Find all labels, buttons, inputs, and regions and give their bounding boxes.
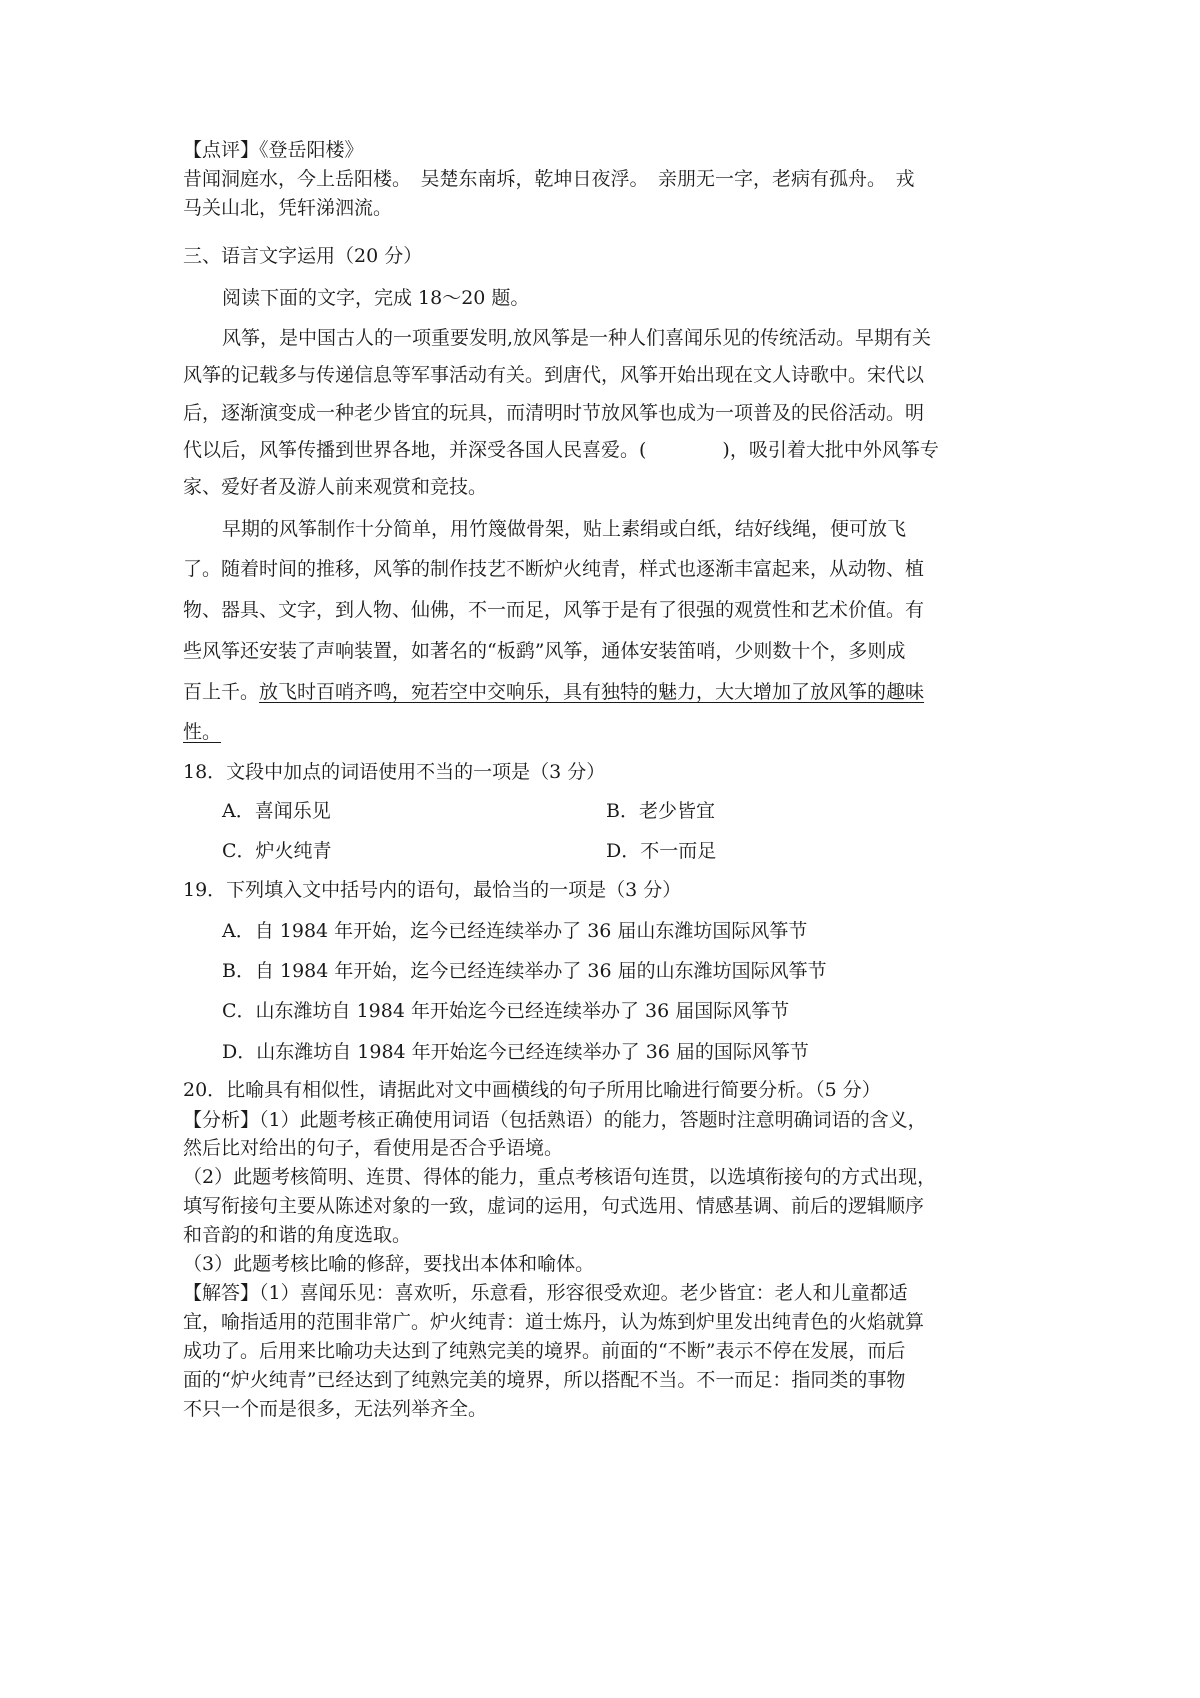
paragraph-2-line-1: 早期的风筝制作十分简单，用竹篾做骨架，贴上素绢或白纸，结好线绳，便可放飞 xyxy=(222,518,907,540)
question-18-option-a: A．喜闻乐见 xyxy=(222,800,331,822)
question-19-option-a: A．自 1984 年开始，迄今已经连续举办了 36 届山东潍坊国际风筝节 xyxy=(222,920,808,942)
paragraph-2-line-4: 些风筝还安装了声响装置，如著名的“板鹞”风筝，通体安装笛哨，少则数十个，多则成 xyxy=(183,640,906,662)
answer-line-5: 不只一个而是很多，无法列举齐全。 xyxy=(183,1398,488,1420)
section-heading: 三、语言文字运用（20 分） xyxy=(183,245,423,267)
paragraph-1-line-5: 家、爱好者及游人前来观赏和竞技。 xyxy=(183,476,488,498)
poem-line-2: 马关山北，凭轩涕泗流。 xyxy=(183,197,393,219)
paragraph-2-line-6 xyxy=(183,719,1033,745)
answer-line-4: 面的“炉火纯青”已经达到了纯熟完美的境界，所以搭配不当。不一而足：指同类的事物 xyxy=(183,1369,906,1391)
review-label: 【点评】 xyxy=(183,139,260,161)
answer-line-1: 【解答】（1）喜闻乐见：喜欢听，乐意看，形容很受欢迎。老少皆宜：老人和儿童都适 xyxy=(183,1282,908,1304)
analysis-line-3: （2）此题考核简明、连贯、得体的能力，重点考核语句连贯，以选填衔接句的方式出现， xyxy=(183,1166,937,1188)
paragraph-2-line-2: 了。随着时间的推移，风筝的制作技艺不断炉火纯青，样式也逐渐丰富起来，从动物、植 xyxy=(183,558,925,580)
paragraph-1-line-1: 风筝，是中国古人的一项重要发明,放风筝是一种人们喜闻乐见的传统活动。早期有关 xyxy=(222,327,932,349)
instruction-text: 阅读下面的文字，完成 18～20 题。 xyxy=(222,287,530,309)
paragraph-2-line-5 xyxy=(183,679,1033,705)
question-18-option-c: C．炉火纯青 xyxy=(222,840,332,862)
paragraph-2-line-3: 物、器具、文字，到人物、仙佛，不一而足，风筝于是有了很强的观赏性和艺术价值。有 xyxy=(183,599,925,621)
question-20-stem: 20．比喻具有相似性，请据此对文中画横线的句子所用比喻进行简要分析。（5 分） xyxy=(183,1079,881,1101)
analysis-line-1: 【分析】（1）此题考核正确使用词语（包括熟语）的能力，答题时注意明确词语的含义， xyxy=(183,1109,927,1131)
underlined-sentence: 放飞时百哨齐鸣，宛若空中交响乐，具有独特的魅力，大大增加了放风筝的趣味 xyxy=(259,681,925,703)
analysis-line-2: 然后比对给出的句子，看使用是否合乎语境。 xyxy=(183,1137,564,1159)
analysis-line-6: （3）此题考核比喻的修辞，要找出本体和喻体。 xyxy=(183,1253,595,1275)
question-18-option-b: B．老少皆宜 xyxy=(606,800,715,822)
poem-line-1: 昔闻洞庭水，今上岳阳楼。 吴楚东南坼，乾坤日夜浮。 亲朋无一字，老病有孤舟。 戎 xyxy=(183,168,915,190)
question-19-stem: 19．下列填入文中括号内的语句，最恰当的一项是（3 分） xyxy=(183,879,682,901)
paragraph-1-line-3: 后，逐渐演变成一种老少皆宜的玩具，而清明时节放风筝也成为一项普及的民俗活动。明 xyxy=(183,402,925,424)
question-18-stem: 18．文段中加点的词语使用不当的一项是（3 分） xyxy=(183,761,606,783)
analysis-line-5: 和音韵的和谐的角度选取。 xyxy=(183,1224,412,1246)
question-19-option-c: C．山东潍坊自 1984 年开始迄今已经连续举办了 36 届国际风筝节 xyxy=(222,1000,790,1022)
review-heading xyxy=(183,137,1033,163)
review-title: 《登岳阳楼》 xyxy=(259,139,364,161)
paragraph-2-line-5-plain: 百上千。 xyxy=(183,681,260,703)
analysis-line-4: 填写衔接句主要从陈述对象的一致，虚词的运用，句式选用、情感基调、前后的逻辑顺序 xyxy=(183,1195,925,1217)
answer-line-2: 宜，喻指适用的范围非常广。炉火纯青：道士炼丹，认为炼到炉里发出纯青色的火焰就算 xyxy=(183,1311,925,1333)
question-19-option-b: B．自 1984 年开始，迄今已经连续举办了 36 届的山东潍坊国际风筝节 xyxy=(222,960,827,982)
question-18-option-d: D．不一而足 xyxy=(606,840,717,862)
question-19-option-d: D．山东潍坊自 1984 年开始迄今已经连续举办了 36 届的国际风筝节 xyxy=(222,1041,809,1063)
paragraph-1-line-2: 风筝的记载多与传递信息等军事活动有关。到唐代，风筝开始出现在文人诗歌中。宋代以 xyxy=(183,364,925,386)
underlined-sentence-end: 性。 xyxy=(183,721,222,743)
paragraph-1-line-4: 代以后，风筝传播到世界各地，并深受各国人民喜爱。( )，吸引着大批中外风筝专 xyxy=(183,439,939,461)
answer-line-3: 成功了。后用来比喻功夫达到了纯熟完美的境界。前面的“不断”表示不停在发展，而后 xyxy=(183,1340,906,1362)
